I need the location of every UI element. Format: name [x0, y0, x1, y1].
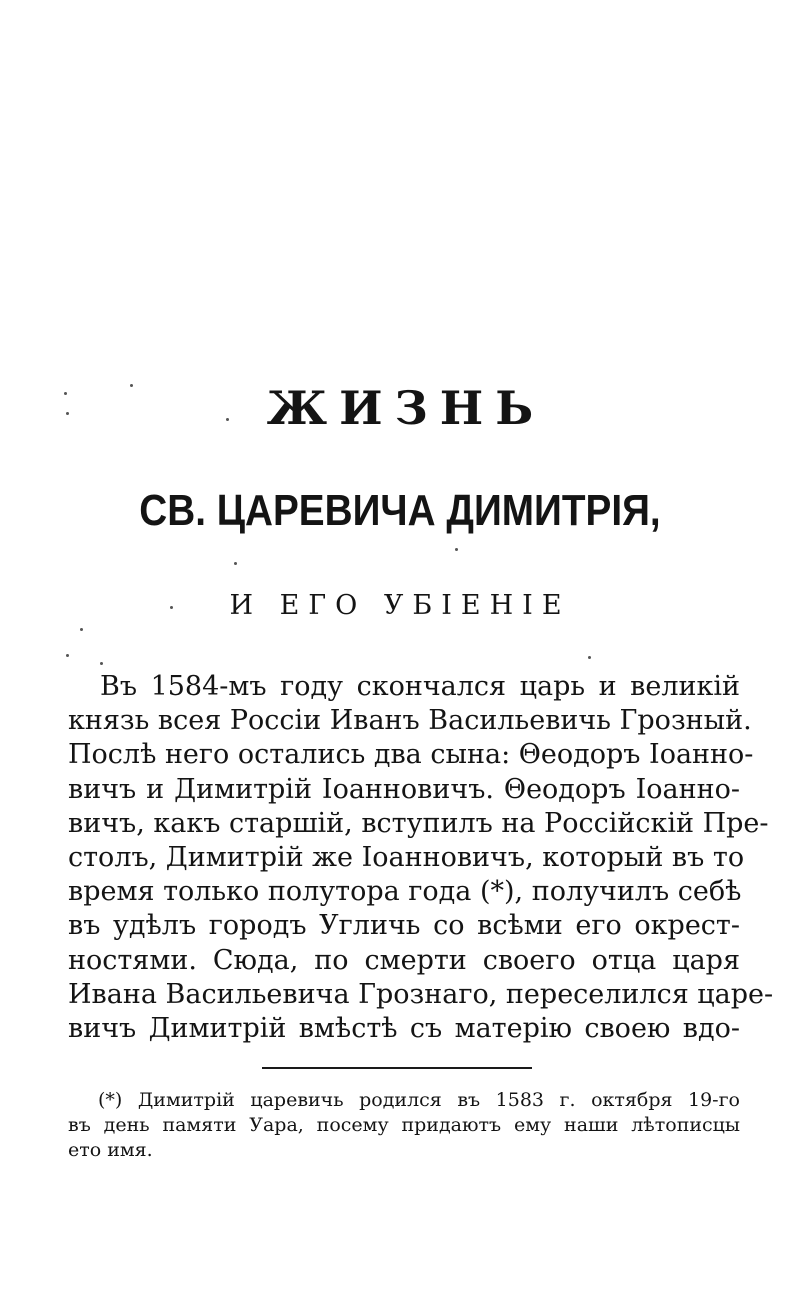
- footnote-line: ето имя.: [68, 1139, 153, 1161]
- scan-speck: [588, 656, 591, 659]
- scan-speck: [455, 548, 458, 551]
- footnote-divider: [262, 1067, 532, 1069]
- body-line: вичъ и Димитрій Іоанновичъ. Θеодоръ Іоанно-: [68, 773, 740, 805]
- scan-speck: [226, 418, 229, 421]
- footnote: [68, 1088, 740, 1163]
- footnote-line: (*) Димитрій царевичь родился въ 1583 г. октября 19-го: [98, 1089, 740, 1111]
- body-line: ностями. Сюда, по смерти своего отца царя: [68, 944, 740, 976]
- chapter-title: ЖИЗНЬ: [266, 381, 546, 435]
- body-line: въ удѣлъ городъ Угличь со всѣми его окрест-: [68, 910, 740, 942]
- scan-speck: [64, 392, 67, 395]
- body-paragraph: [68, 670, 774, 1046]
- body-line: вичъ, какъ старшій, вступилъ на Россійскій Пре-: [68, 807, 769, 839]
- scan-speck: [234, 562, 237, 565]
- chapter-subsubtitle: И ЕГО УБІЕНІЕ: [229, 590, 571, 621]
- body-line: Ивана Васильевича Грознаго, переселился царе-: [68, 978, 774, 1010]
- scan-speck: [130, 384, 133, 387]
- body-line: время только полутора года (*), получилъ себѣ: [68, 876, 742, 908]
- scan-speck: [66, 412, 69, 415]
- scan-speck: [170, 606, 173, 609]
- body-line: Въ 1584-мъ году скончался царь и великій: [100, 671, 740, 702]
- footnote-line: въ день памяти Уара, посему придаютъ ему наши лѣтописцы: [68, 1114, 740, 1136]
- body-line: вичъ Димитрій вмѣстѣ съ матерію своею вдо-: [68, 1012, 740, 1044]
- scan-speck: [80, 628, 83, 631]
- scan-speck: [66, 654, 69, 657]
- body-line: Послѣ него остались два сына: Θеодоръ Іоанно-: [68, 739, 754, 771]
- body-line: князь всея Россіи Иванъ Васильевичь Грозный.: [68, 705, 752, 737]
- body-line: столъ, Димитрій же Іоанновичъ, который въ то: [68, 841, 745, 873]
- chapter-subtitle: СВ. ЦАРЕВИЧА ДИМИТРІЯ,: [139, 486, 661, 535]
- scan-speck: [100, 662, 103, 665]
